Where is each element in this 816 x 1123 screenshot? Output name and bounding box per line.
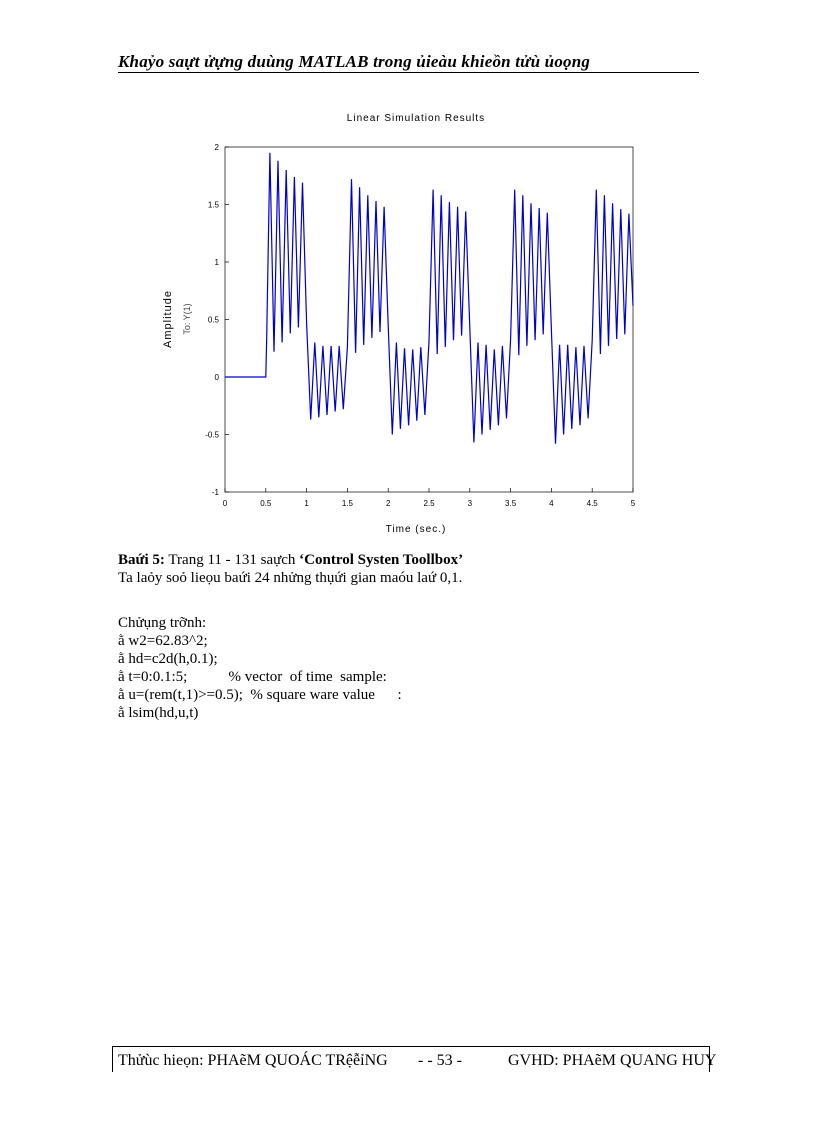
exercise-ref: Trang 11 - 131 saựch [164, 552, 300, 568]
code-line: ằ w2=62.83^2; [118, 633, 208, 649]
code-line: ằ hd=c2d(h,0.1); [118, 651, 218, 667]
x-tick-label: 4.5 [586, 499, 598, 508]
code-line: ằ lsim(hd,u,t) [118, 705, 199, 721]
footer-author: Thửùc hieọn: PHAẽM QUOÁC TRệễỉNG [118, 1052, 388, 1069]
y-tick-label: -1 [211, 488, 219, 497]
code-line: ằ u=(rem(t,1)>=0.5); % square ware value : [118, 687, 402, 703]
x-tick-label: 4 [549, 499, 554, 508]
y-tick-label: 0.5 [207, 315, 219, 325]
footer-rule-left [112, 1046, 113, 1072]
header-rule [118, 72, 699, 73]
code-block [118, 632, 402, 722]
y-tick-label: 0 [214, 373, 219, 382]
x-tick-label: 2.5 [423, 499, 435, 508]
x-tick-label: 5 [630, 499, 636, 508]
footer-page-number: - - 53 - [418, 1052, 462, 1069]
footer-advisor: GVHD: PHAẽM QUANG HUY [508, 1052, 717, 1069]
x-axis-label: Time (sec.) [385, 524, 447, 535]
page-header-title: Khaỷo saựt ửựng duùng MATLAB trong ủieàu khieồn tửù ủoọng [118, 52, 591, 71]
linear-simulation-chart [150, 105, 650, 545]
x-tick-label: 1 [304, 499, 309, 508]
footer-rule [112, 1046, 710, 1047]
y-axis-output-label: To: Y(1) [182, 303, 192, 335]
chart-title: Linear Simulation Results [346, 113, 486, 124]
y-tick-label: 1.5 [207, 200, 219, 210]
x-tick-label: 2 [385, 499, 391, 508]
y-tick-label: 2 [214, 143, 219, 152]
y-tick-label: -0.5 [205, 430, 219, 440]
x-tick-label: 3 [467, 499, 473, 508]
exercise-book: ‘Control Systen Toollbox’ [299, 552, 464, 568]
exercise-label: Baứi 5: [118, 552, 165, 568]
x-tick-label: 0.5 [260, 499, 272, 508]
x-tick-label: 3.5 [505, 499, 517, 508]
y-axis-label: Amplitude [162, 290, 174, 348]
exercise-heading [118, 551, 463, 569]
exercise-description: Ta laỏy soỏ lieọu baứi 24 nhửng thụứi gian maóu laứ 0,1. [118, 570, 463, 586]
x-tick-label: 1.5 [341, 499, 353, 508]
y-tick-label: 1 [214, 258, 219, 267]
program-title: Chửụng trỡnh: [118, 615, 207, 631]
x-tick-label: 0 [222, 499, 228, 508]
code-line: ằ t=0:0.1:5; % vector of time sample: [118, 669, 387, 685]
